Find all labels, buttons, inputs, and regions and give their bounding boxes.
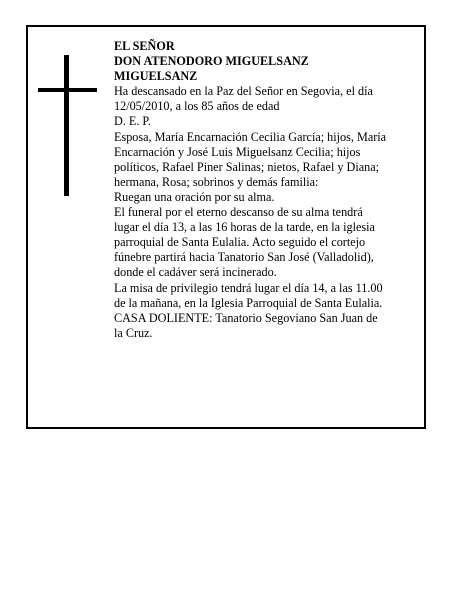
body-line: La misa de privilegio tendrá lugar el día 14, a las 11.00 — [114, 280, 383, 295]
body-line: políticos, Rafael Piner Salinas; nietos, Rafael y Diana; — [114, 159, 380, 174]
body-line: CASA DOLIENTE: Tanatorio Segoviano San Juan de — [114, 310, 378, 325]
body-line: lugar el día 13, a las 16 horas de la tarde, en la iglesia — [114, 220, 375, 235]
body-line: Ruegan una oración por su alma. — [114, 189, 275, 204]
body-line: El funeral por el eterno descanso de su alma tendrá — [114, 205, 363, 220]
heading-name-line-2: MIGUELSANZ — [114, 69, 198, 84]
heading-title: EL SEÑOR — [114, 39, 175, 53]
cross-vertical-bar — [64, 55, 69, 196]
body-line: 12/05/2010, a los 85 años de edad — [114, 99, 280, 114]
heading-name-line-1: DON ATENODORO MIGUELSANZ — [114, 54, 309, 69]
body-line: Ha descansado en la Paz del Señor en Segovia, el día — [114, 84, 373, 99]
body-line: Encarnación y José Luis Miguelsanz Cecilia; hijos — [114, 144, 361, 159]
body-line: de la mañana, en la Iglesia Parroquial de Santa Eulalia. — [114, 295, 383, 310]
body-line: hermana, Rosa; sobrinos y demás familia: — [114, 174, 319, 189]
notice-text — [114, 39, 424, 341]
cross-horizontal-bar — [38, 88, 97, 92]
body-line: fúnebre partirá hacia Tanatorio San José (Valladolid), — [114, 250, 374, 265]
body-line: D. E. P. — [114, 114, 151, 129]
body-line: la Cruz. — [114, 325, 153, 340]
cross-icon — [38, 55, 97, 196]
body-line: Esposa, María Encarnación Cecilia García; hijos, María — [114, 129, 387, 144]
body-line: parroquial de Santa Eulalia. Acto seguido el cortejo — [114, 235, 366, 250]
body-line: donde el cadáver será incinerado. — [114, 265, 277, 280]
